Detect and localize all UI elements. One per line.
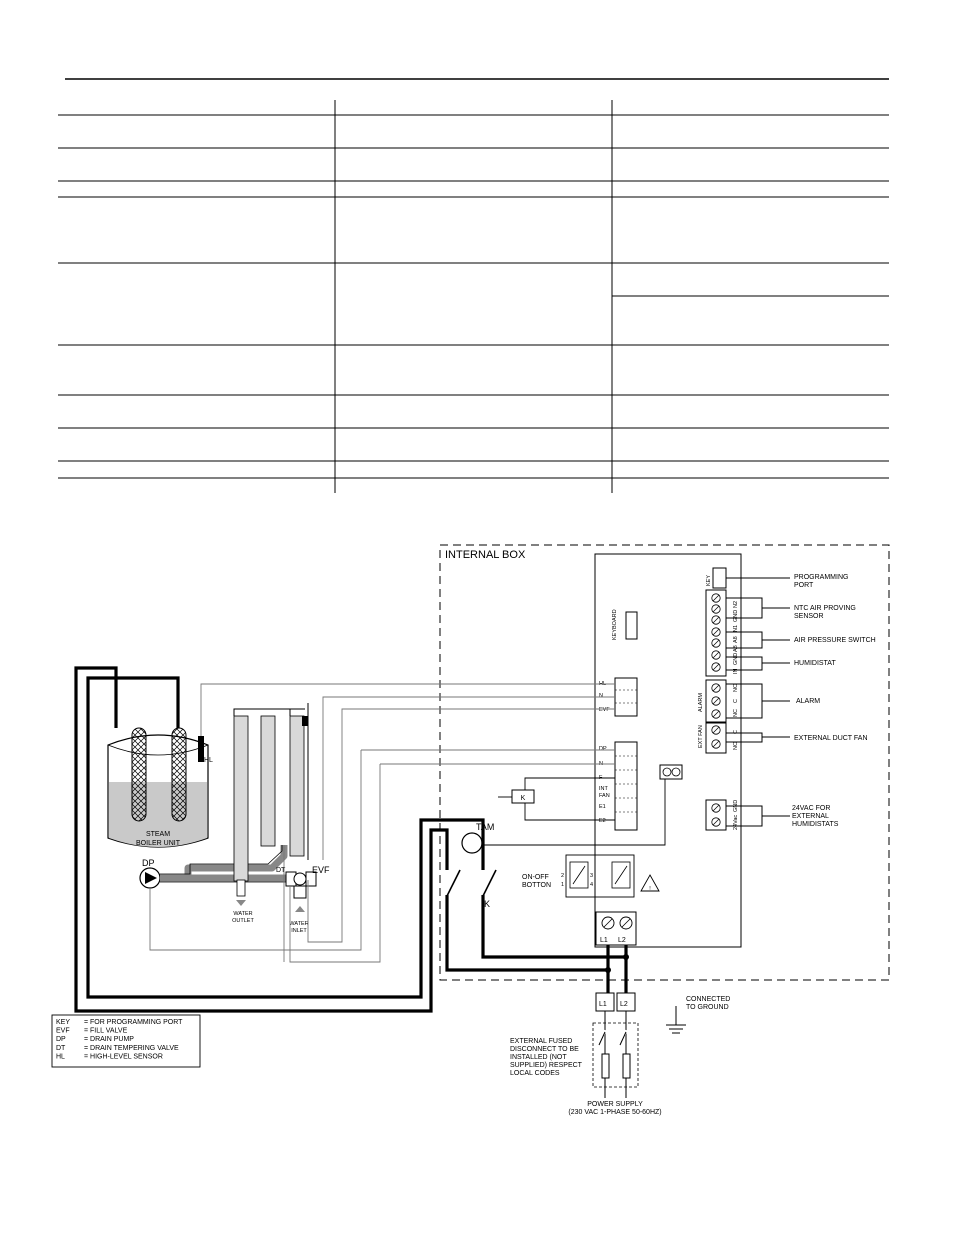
svg-text:HUMIDISTAT: HUMIDISTAT	[794, 660, 836, 667]
svg-text:E1: E1	[599, 804, 606, 810]
svg-text:E2: E2	[599, 818, 606, 824]
mains-terminal-block	[596, 912, 636, 945]
svg-text:HL: HL	[599, 681, 607, 687]
external-mains	[596, 993, 635, 1098]
legend-abbr: KEY	[56, 1019, 71, 1026]
empty-table	[58, 79, 889, 493]
input-terminal-labels	[733, 601, 739, 674]
pump-fan-connector	[615, 742, 637, 830]
contactor-k	[447, 870, 496, 909]
svg-text:L2: L2	[620, 1001, 628, 1008]
level-valve-connector	[615, 678, 637, 716]
svg-text:NO: NO	[733, 683, 739, 692]
svg-text:N: N	[599, 693, 603, 699]
legend-abbr: HL	[56, 1053, 65, 1061]
svg-text:NTC AIR PROVINGSENSOR: NTC AIR PROVING SENSOR	[794, 605, 856, 620]
svg-text:C: C	[733, 699, 739, 703]
svg-text:A8: A8	[733, 636, 739, 643]
svg-text:ALARM: ALARM	[796, 698, 821, 705]
svg-text:K: K	[520, 795, 526, 802]
steam-boiler	[108, 728, 213, 847]
connection-labels	[792, 574, 876, 828]
hl-label: HL	[204, 757, 213, 764]
legend-desc: = DRAIN TEMPERING VALVE	[84, 1044, 179, 1052]
svg-text:L1: L1	[599, 1001, 607, 1008]
legend-desc: = DRAIN PUMP	[84, 1036, 134, 1044]
alarm-screws	[712, 684, 720, 718]
alarm-group-label: ALARM	[698, 693, 704, 712]
svg-text:POWER SUPPLY: POWER SUPPLY	[587, 1101, 643, 1108]
svg-text:PROGRAMMINGPORT: PROGRAMMING PORT	[794, 574, 849, 589]
svg-text:F: F	[599, 775, 603, 781]
svg-text:OUTLET: OUTLET	[232, 918, 254, 924]
svg-text:DP: DP	[599, 746, 607, 752]
tam-sensor	[462, 822, 494, 853]
svg-text:ON-OFF: ON-OFF	[522, 874, 549, 881]
svg-text:INT: INT	[599, 786, 608, 792]
svg-text:L1: L1	[600, 937, 608, 944]
svg-text:3: 3	[590, 873, 594, 879]
key-label: KEY	[706, 574, 712, 586]
keyboard-label: KEYBOARD	[612, 609, 618, 640]
svg-text:L2: L2	[618, 937, 626, 944]
svg-text:24VAC FOREXTERNALHUMIDISTATS: 24VAC FOR EXTERNAL HUMIDISTATS	[792, 805, 839, 828]
svg-text:WATER: WATER	[233, 911, 253, 917]
svg-text:BOTTON: BOTTON	[522, 882, 552, 889]
ext-fan-screws	[712, 726, 720, 748]
svg-text:N1: N1	[733, 624, 739, 632]
svg-text:BOILER UNIT: BOILER UNIT	[136, 840, 180, 847]
drain-pump	[140, 858, 160, 888]
legend	[52, 1015, 200, 1067]
svg-text:GND: GND	[733, 609, 739, 622]
svg-text:FAN: FAN	[599, 793, 610, 799]
svg-text:EVF: EVF	[599, 707, 610, 713]
svg-text:EXTERNAL DUCT FAN: EXTERNAL DUCT FAN	[794, 735, 868, 742]
svg-text:A8: A8	[733, 645, 739, 652]
ground-icon	[666, 996, 730, 1033]
svg-text:EXTERNAL FUSED DISCONNEC: EXTERNAL FUSED DISCONNECT TO BE INSTALLED (NOT SUPPLIED) RESPECT LOCAL CODES	[510, 1038, 582, 1077]
electrode-right	[172, 728, 186, 821]
svg-text:DP: DP	[142, 858, 155, 868]
fused-disconnect	[510, 1023, 662, 1116]
svg-text:1: 1	[561, 882, 565, 888]
legend-abbr: DP	[56, 1036, 66, 1044]
svg-text:K: K	[484, 899, 491, 909]
svg-text:GND: GND	[733, 799, 739, 812]
svg-text:(230 VAC 1-PHASE 50-60HZ): (230 VAC 1-PHASE 50-60HZ)	[568, 1109, 662, 1116]
svg-text:N2: N2	[733, 600, 739, 608]
svg-text:WATER: WATER	[289, 921, 309, 927]
ext-fan-group-label: EXT FAN	[698, 725, 704, 748]
dt-label: DT	[276, 867, 286, 874]
svg-text:C: C	[733, 730, 739, 734]
svg-text:NC: NC	[733, 709, 739, 717]
svg-text:N: N	[599, 761, 603, 767]
svg-text:GND: GND	[733, 652, 739, 665]
input-screws	[712, 594, 720, 671]
svg-text:AIR PRESSURE SWITCH: AIR PRESSURE SWITCH	[794, 637, 876, 644]
svg-text:NO: NO	[733, 741, 739, 750]
evf-label: EVF	[312, 865, 330, 875]
svg-text:TAM: TAM	[476, 822, 495, 832]
on-off-switch	[522, 855, 659, 897]
relay-k	[498, 778, 615, 820]
legend-desc: = FILL VALVE	[84, 1027, 128, 1035]
svg-text:4: 4	[590, 882, 594, 888]
legend-abbr: EVF	[56, 1027, 70, 1035]
signal-wires	[150, 684, 615, 962]
internal-box-title: INTERNAL BOX	[445, 549, 526, 561]
warning-mark: !	[649, 886, 651, 892]
electrode-left	[132, 728, 146, 821]
svg-text:CONNECTED: CONNECTED	[686, 996, 731, 1003]
svg-text:TO GROUND: TO GROUND	[686, 1004, 729, 1011]
svg-text:2: 2	[561, 873, 565, 879]
legend-desc: = FOR PROGRAMMING PORT	[84, 1019, 183, 1026]
fill-tower	[290, 703, 308, 860]
legend-desc: = HIGH-LEVEL SENSOR	[84, 1053, 163, 1061]
vac-screws	[712, 804, 720, 826]
svg-text:STEAM: STEAM	[145, 831, 171, 838]
svg-text:24Vac: 24Vac	[733, 814, 739, 830]
svg-text:IN: IN	[733, 668, 739, 674]
fan-terminal	[481, 765, 682, 845]
legend-abbr: DT	[56, 1044, 66, 1052]
svg-text:INLET: INLET	[291, 928, 307, 934]
